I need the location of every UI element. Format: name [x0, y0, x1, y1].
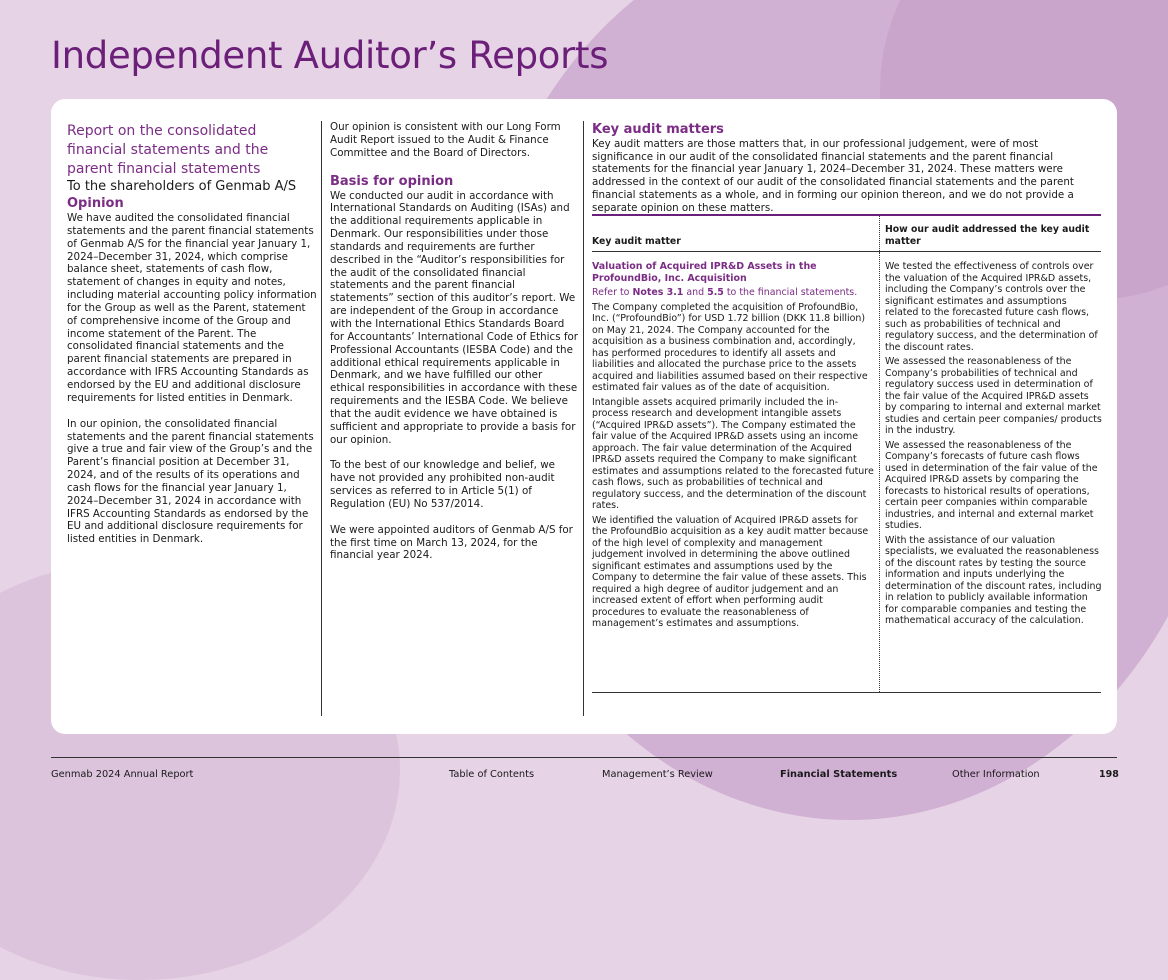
footer-divider [51, 757, 1117, 758]
matter-paragraph: The Company completed the acquisition of ProfoundBio, Inc. (“ProfoundBio”) for USD 1.72 billion (DKK 11.8 billion) on May 21, 2024. The Company accounted for the acquisition as a business combination and, accordingly, has performed procedures to identify all assets and liabilities and allocated the purchase price to the assets acquired and liabilities assumed based on their respective estimated fair values as of the date of acquisition. [592, 301, 868, 394]
basis-paragraph: We were appointed auditors of Genmab A/S for the first time on March 13, 2024, for the financial year 2024. [330, 523, 573, 562]
matter-paragraph: We identified the valuation of Acquired IPR&D assets for the ProfoundBio acquisition as a key audit matter because of the high level of complexity and management judgement involved in determining the above outlined significant estimates and assumptions used by the Company to determine the fair value of these assets. This required a high degree of auditor judgement and an increased extent of effort when performing audit procedures to evaluate the reasonableness of management’s estimates and assumptions. [592, 514, 869, 630]
note-link[interactable]: 5.5 [707, 287, 724, 299]
matter-cell [592, 261, 874, 633]
header-key-audit-matter: Key audit matter [592, 236, 681, 248]
response-paragraph: We tested the effectiveness of controls over the valuation of the Acquired IPR&D assets, including the Company’s controls over the significant estimates and assumptions related to the forecasted future cash flows, such as probabilities of technical and regulatory success, and the determination of the discount rates. [885, 261, 1098, 353]
column-key-audit-matters [592, 121, 1101, 693]
matter-title: Valuation of Acquired IPR&D Assets in the ProfoundBio, Inc. Acquisition [592, 261, 817, 284]
opinion-heading: Opinion [67, 196, 124, 211]
response-paragraph: We assessed the reasonableness of the Company’s probabilities of technical and regulatory success used in determination of the fair value of the Acquired IPR&D assets by comparing to internal and external market studies and certain peer companies/ products in the industry. [885, 356, 1102, 437]
column-divider [321, 121, 322, 716]
table-header [592, 216, 1101, 252]
nav-table-of-contents[interactable]: Table of Contents [449, 769, 535, 780]
basis-heading: Basis for opinion [330, 173, 454, 189]
response-cell [885, 261, 1102, 630]
column-basis [330, 121, 578, 562]
addressee: To the shareholders of Genmab A/S [67, 179, 297, 194]
matter-paragraph: Intangible assets acquired primarily included the in-process research and development intangible assets (“Acquired IPR&D assets”). The Company estimated the fair value of the Acquired IPR&D assets using an income approach. The fair value determination of the Acquired IPR&D assets required the Company to make significant estimates and assumptions related to the forecasted future cash flows, such as probabilities of technical and regulatory success, and the determination of the discount rates. [592, 396, 874, 512]
opinion-paragraph: In our opinion, the consolidated financial statements and the parent financial statements give a true and fair view of the Group’s and the Parent’s financial position at December 31, 2024, and of the results of its operations and cash flows for the financial year January 1, 2024–December 31, 2024 in accordance with IFRS Accounting Standards as endorsed by the EU and additional disclosure requirements for listed entities in Denmark. [67, 417, 314, 546]
table-row [592, 252, 1101, 693]
table-divider [879, 216, 880, 251]
note-link[interactable]: Notes 3.1 [632, 287, 684, 299]
page-number: 198 [1099, 769, 1119, 780]
nav-financial-statements[interactable]: Financial Statements [780, 769, 898, 780]
basis-paragraph: To the best of our knowledge and belief, we have not provided any prohibited non-audit services as referred to in Article 5(1) of Regulation (EU) No 537/2014. [330, 459, 555, 510]
column-divider [583, 121, 584, 716]
page-title: Independent Auditor’s Reports [51, 34, 609, 77]
key-audit-heading: Key audit matters [592, 122, 724, 137]
column-opinion [67, 122, 317, 546]
report-card [51, 99, 1117, 734]
basis-paragraph: We conducted our audit in accordance with International Standards on Auditing (ISAs) and the additional requirements applicable in Denmark. Our responsibilities under those standards and requirements are further described in the “Auditor’s responsibilities for the audit of the consolidated financial statements and the parent financial statements” section of this auditor’s report. We are independent of the Group in accordance with the International Ethics Standards Board for Accountants’ International Code of Ethics for Professional Accountants (IESBA Code) and the additional ethical requirements applicable in Denmark, and we have fulfilled our other ethical responsibilities in accordance with these requirements and the IESBA Code. We believe that the audit evidence we have obtained is sufficient and appropriate to provide a basis for our opinion. [330, 189, 578, 446]
opinion-paragraph: We have audited the consolidated financial statements and the parent financial statements of Genmab A/S for the financial year January 1, 2024–December 31, 2024, which comprise balance sheet, statements of cash flow, statement of changes in equity and notes, including material accounting policy information for the Group as well as the Parent, statement of comprehensive income of the Group and income statement of the Parent. The consolidated financial statements and the parent financial statements are prepared in accordance with IFRS Accounting Standards as endorsed by the EU and additional disclosure requirements for listed entities in Denmark. [67, 212, 317, 404]
footer-report-name: Genmab 2024 Annual Report [51, 769, 194, 780]
table-divider [879, 252, 880, 692]
header-audit-response: How our audit addressed the key audit matter [885, 224, 1090, 248]
consistency-paragraph: Our opinion is consistent with our Long Form Audit Report issued to the Audit & Finance Committee and the Board of Directors. [330, 121, 561, 159]
key-audit-intro: Key audit matters are those matters that, in our professional judgement, were of most significance in our audit of the consolidated financial statements and the parent financial statements for the financial year January 1, 2024–December 31, 2024. These matters were addressed in the context of our audit of the consolidated financial statements and the parent financial statements as a whole, and in forming our opinion thereon, and we do not provide a separate opinion on these matters. [592, 138, 1074, 214]
response-paragraph: We assessed the reasonableness of the Company’s forecasts of future cash flows used in determination of the fair value of the Acquired IPR&D assets by comparing the forecasts to historical results of operations, certain peer companies within comparable industries, and internal and external market studies. [885, 439, 1098, 532]
notes-reference: Refer to Notes 3.1 and 5.5 to the financial statements. [592, 287, 858, 299]
report-heading: Report on the consolidated financial statements and the parent financial statements [67, 123, 269, 177]
response-paragraph: With the assistance of our valuation specialists, we evaluated the reasonableness of the discount rates by testing the source information and inputs underlying the determination of the discount rates, including in relation to publicly available information for comparable companies and testing the mathematical accuracy of the calculation. [885, 534, 1102, 627]
nav-other-information[interactable]: Other Information [952, 769, 1040, 780]
nav-managements-review[interactable]: Management’s Review [602, 769, 713, 780]
key-audit-table [592, 214, 1101, 693]
